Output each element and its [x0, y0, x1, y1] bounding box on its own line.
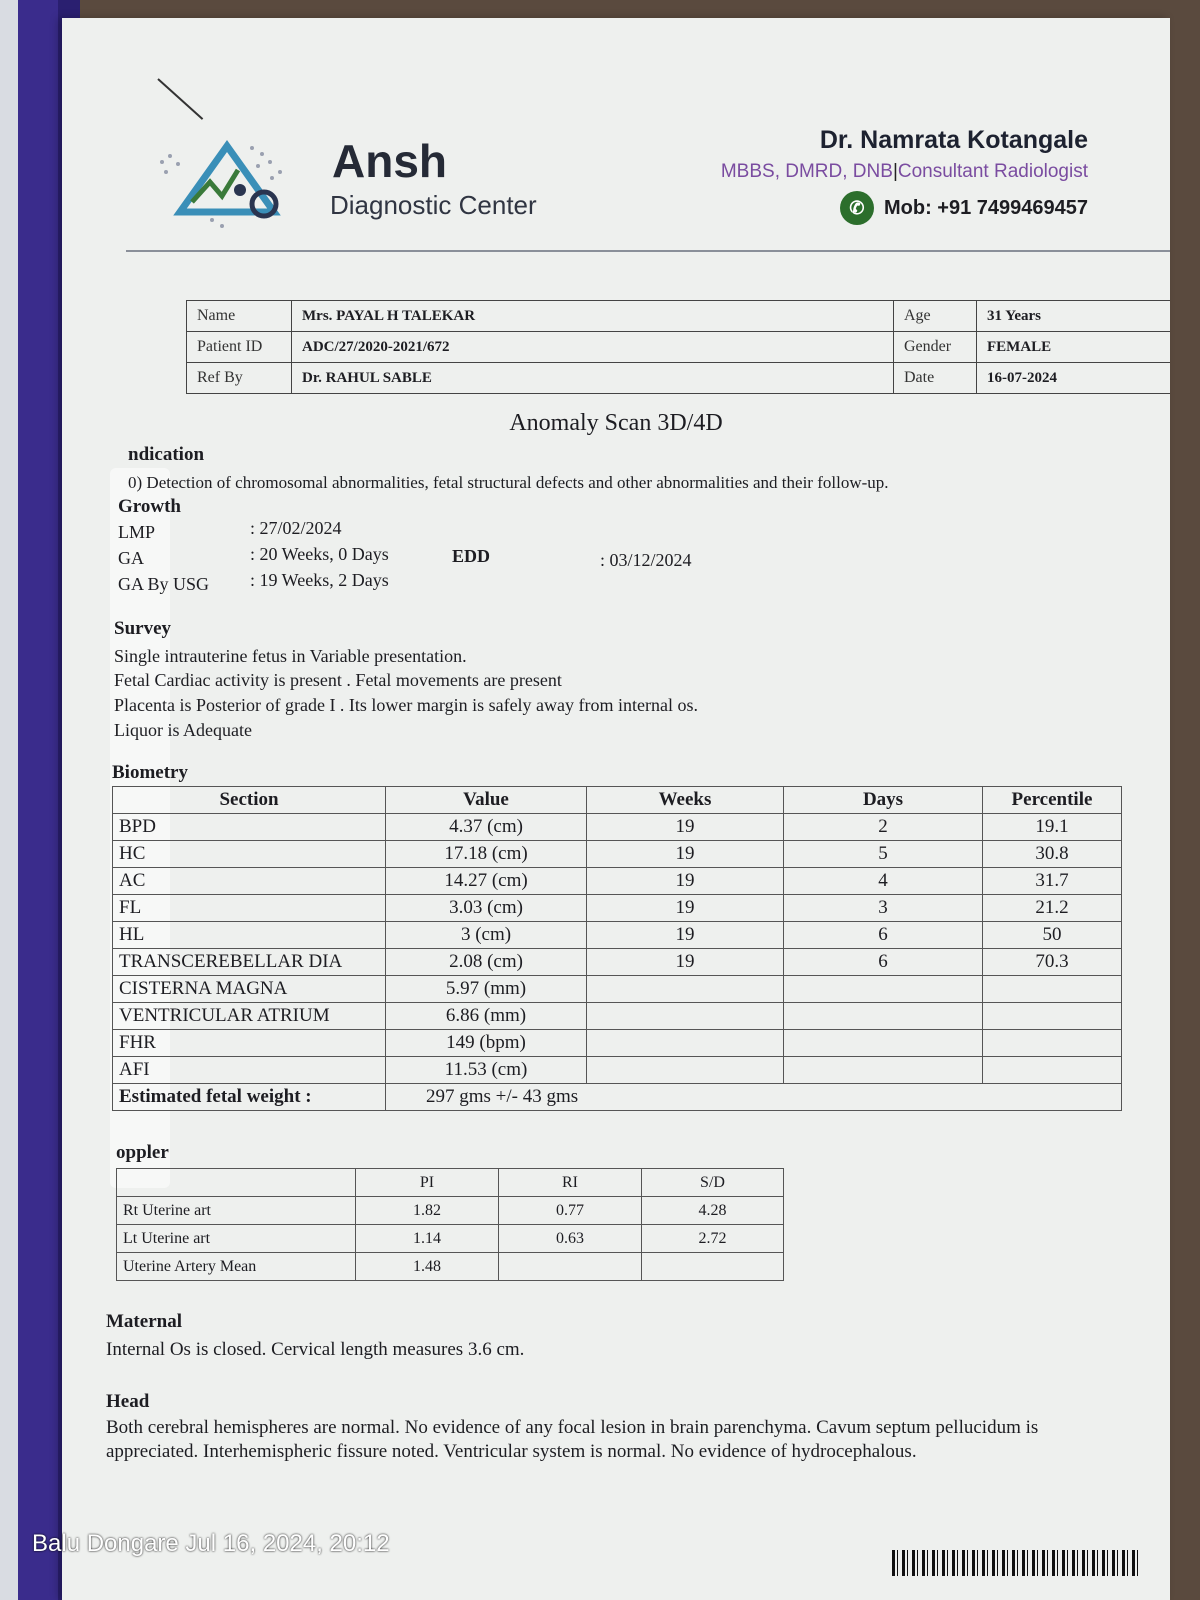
phone-icon: ✆: [840, 191, 874, 225]
pen-mark: [157, 78, 203, 120]
doppler-sd: 4.28: [642, 1197, 784, 1225]
doppler-sd: [642, 1253, 784, 1281]
doppler-heading: oppler: [116, 1142, 169, 1163]
head-heading: Head: [106, 1391, 150, 1412]
bio-value: 149 (bpm): [386, 1030, 587, 1057]
bio-percentile: 19.1: [983, 814, 1122, 841]
bio-section: BPD: [113, 814, 386, 841]
name-label: Name: [187, 301, 292, 332]
ga-usg-label: GA By USG: [118, 574, 210, 594]
efw-value: 297 gms +/- 43 gms: [386, 1084, 1122, 1111]
maternal-heading: Maternal: [106, 1311, 182, 1332]
survey-heading: Survey: [114, 618, 171, 639]
bio-weeks: [587, 1030, 784, 1057]
table-row: [117, 1197, 784, 1225]
doppler-ri: [499, 1253, 642, 1281]
doppler-pi: 1.14: [356, 1225, 499, 1253]
col-percentile: Percentile: [983, 787, 1122, 814]
edd-value: : 03/12/2024: [600, 550, 692, 570]
efw-label: Estimated fetal weight :: [113, 1084, 386, 1111]
bio-percentile: [983, 1030, 1122, 1057]
bio-value: 5.97 (mm): [386, 976, 587, 1003]
bio-days: [784, 1030, 983, 1057]
table-row: [113, 922, 1122, 949]
ga-usg-value: : 19 Weeks, 2 Days: [250, 570, 389, 590]
survey-line: Fetal Cardiac activity is present . Fetal movements are present: [114, 670, 562, 690]
ga-label: GA: [118, 548, 144, 568]
doppler-table: [116, 1168, 784, 1281]
table-row: [113, 976, 1122, 1003]
bio-value: 2.08 (cm): [386, 949, 587, 976]
indication-heading: ndication: [128, 444, 205, 465]
lmp-label: LMP: [118, 522, 156, 542]
bio-value: 3 (cm): [386, 922, 587, 949]
bio-percentile: 50: [983, 922, 1122, 949]
biometry-heading: Biometry: [112, 762, 188, 783]
table-header-row: [117, 1169, 784, 1197]
bio-section: HL: [113, 922, 386, 949]
bio-percentile: 21.2: [983, 895, 1122, 922]
doppler-vessel: Rt Uterine art: [117, 1197, 356, 1225]
report-date: 16-07-2024: [977, 363, 1171, 394]
report-page: [62, 18, 1170, 1600]
doctor-mobile: [721, 191, 1088, 225]
table-row: [187, 363, 1171, 394]
bio-weeks: 19: [587, 949, 784, 976]
barcode-icon: [892, 1550, 1140, 1576]
bio-days: 4: [784, 868, 983, 895]
bio-days: 6: [784, 949, 983, 976]
survey-line: Single intrauterine fetus in Variable presentation.: [114, 646, 467, 666]
bio-value: 6.86 (mm): [386, 1003, 587, 1030]
bio-value: 14.27 (cm): [386, 868, 587, 895]
doppler-ri: 0.77: [499, 1197, 642, 1225]
lmp-value: : 27/02/2024: [250, 518, 342, 538]
doctor-qualifications: [721, 161, 1088, 183]
table-row: [187, 332, 1171, 363]
doppler-pi: 1.48: [356, 1253, 499, 1281]
photo-timestamp: Balu Dongare Jul 16, 2024, 20:12: [32, 1530, 390, 1557]
col-value: Value: [386, 787, 587, 814]
bio-weeks: 19: [587, 841, 784, 868]
maternal-text: Internal Os is closed. Cervical length measures 3.6 cm.: [106, 1339, 525, 1360]
brand-name: Ansh: [332, 135, 447, 187]
bio-days: [784, 1057, 983, 1084]
gender-label: Gender: [894, 332, 977, 363]
doppler-vessel: Uterine Artery Mean: [117, 1253, 356, 1281]
table-row: [113, 1030, 1122, 1057]
bio-section: VENTRICULAR ATRIUM: [113, 1003, 386, 1030]
bio-weeks: [587, 1003, 784, 1030]
bio-days: [784, 1003, 983, 1030]
age-label: Age: [894, 301, 977, 332]
ansh-logo-icon: [152, 134, 302, 234]
designation-text: Consultant Radiologist: [897, 161, 1088, 182]
bio-value: 17.18 (cm): [386, 841, 587, 868]
report-title: Anomaly Scan 3D/4D: [509, 410, 723, 436]
edd-label: EDD: [452, 546, 491, 566]
patient-name: Mrs. PAYAL H TALEKAR: [292, 301, 894, 332]
doppler-vessel: Lt Uterine art: [117, 1225, 356, 1253]
table-row: [113, 949, 1122, 976]
bio-weeks: 19: [587, 895, 784, 922]
patient-id: ADC/27/2020-2021/672: [292, 332, 894, 363]
bio-value: 3.03 (cm): [386, 895, 587, 922]
table-row: [113, 895, 1122, 922]
doppler-col-pi: PI: [356, 1169, 499, 1197]
patient-info-table: [186, 300, 1170, 394]
bio-weeks: 19: [587, 922, 784, 949]
biometry-table: [112, 786, 1122, 1111]
bio-section: HC: [113, 841, 386, 868]
bio-percentile: 30.8: [983, 841, 1122, 868]
patient-gender: FEMALE: [977, 332, 1171, 363]
qualifications-text: MBBS, DMRD, DNB: [720, 161, 893, 182]
bio-section: AFI: [113, 1057, 386, 1084]
doppler-ri: 0.63: [499, 1225, 642, 1253]
bio-section: TRANSCEREBELLAR DIA: [113, 949, 386, 976]
head-text: Both cerebral hemispheres are normal. No evidence of any focal lesion in brain parenchyma. Cavum septum pellucidum is appreciated. Interhemispheric fissure noted. Ventricular system is normal. No evidence of hydrocephalous.: [106, 1417, 1039, 1462]
bio-percentile: 70.3: [983, 949, 1122, 976]
header-divider: [126, 250, 1170, 252]
bio-days: 2: [784, 814, 983, 841]
bio-weeks: [587, 1057, 784, 1084]
table-header-row: [113, 787, 1122, 814]
ref-label: Ref By: [187, 363, 292, 394]
id-label: Patient ID: [187, 332, 292, 363]
patient-age: 31 Years: [977, 301, 1171, 332]
table-row: [113, 1003, 1122, 1030]
brand-subtitle: Diagnostic Center: [330, 190, 537, 220]
table-row: [117, 1225, 784, 1253]
growth-heading: Growth: [118, 496, 181, 517]
table-row: [113, 868, 1122, 895]
indication-text: 0) Detection of chromosomal abnormalities, fetal structural defects and other abnormalities and their follow-up.: [128, 473, 889, 492]
doppler-col-blank: [117, 1169, 356, 1197]
table-row: [113, 841, 1122, 868]
bio-weeks: [587, 976, 784, 1003]
bio-weeks: 19: [587, 814, 784, 841]
efw-row: [113, 1084, 1122, 1111]
table-row: [113, 1057, 1122, 1084]
bio-value: 11.53 (cm): [386, 1057, 587, 1084]
survey-line: Placenta is Posterior of grade I . Its lower margin is safely away from internal os.: [114, 695, 699, 715]
survey-line: Liquor is Adequate: [114, 720, 252, 740]
col-weeks: Weeks: [587, 787, 784, 814]
bio-value: 4.37 (cm): [386, 814, 587, 841]
bio-days: [784, 976, 983, 1003]
date-label: Date: [894, 363, 977, 394]
bio-section: CISTERNA MAGNA: [113, 976, 386, 1003]
bio-section: FHR: [113, 1030, 386, 1057]
bio-percentile: [983, 976, 1122, 1003]
bio-percentile: [983, 1003, 1122, 1030]
bio-weeks: 19: [587, 868, 784, 895]
col-section: Section: [113, 787, 386, 814]
table-row: [187, 301, 1171, 332]
doctor-block: [721, 126, 1088, 225]
doctor-name: Dr. Namrata Kotangale: [819, 126, 1088, 154]
doppler-col-sd: S/D: [642, 1169, 784, 1197]
table-row: [117, 1253, 784, 1281]
mobile-text: Mob: +91 7499469457: [883, 196, 1088, 219]
bio-days: 3: [784, 895, 983, 922]
ga-value: : 20 Weeks, 0 Days: [250, 544, 389, 564]
bio-percentile: [983, 1057, 1122, 1084]
doppler-sd: 2.72: [642, 1225, 784, 1253]
ref-doctor: Dr. RAHUL SABLE: [292, 363, 894, 394]
doppler-pi: 1.82: [356, 1197, 499, 1225]
col-days: Days: [784, 787, 983, 814]
doppler-col-ri: RI: [499, 1169, 642, 1197]
bio-percentile: 31.7: [983, 868, 1122, 895]
bio-days: 5: [784, 841, 983, 868]
qual-separator: |: [892, 161, 898, 182]
table-row: [113, 814, 1122, 841]
bio-section: AC: [113, 868, 386, 895]
bio-section: FL: [113, 895, 386, 922]
bio-days: 6: [784, 922, 983, 949]
